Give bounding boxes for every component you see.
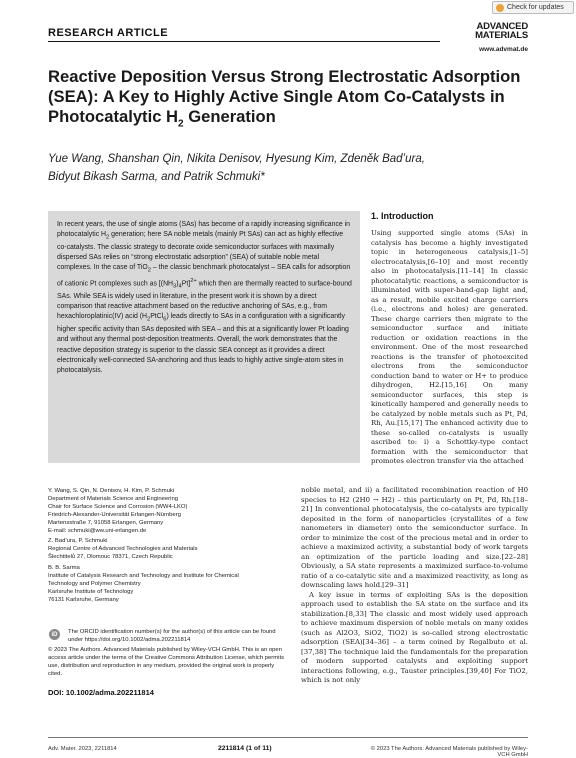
abstract-text: ) [176, 280, 179, 288]
abstract-sub: 2 [106, 234, 110, 241]
check-for-updates-button[interactable] [492, 1, 574, 14]
abstract-text: generation; here SA noble metals (mainly Pt SAs) can act as highly effective co-catalysts. The classic strategy to decorate oxide semiconductor surfaces with maximally dispersed SAs relies on “strong electrostatic adsorption” (SEA) of suitable noble metal complexes. In the case of TiO [57, 231, 344, 272]
affiliations [48, 488, 288, 608]
abstract-text: In recent years, the use of single atoms (SAs) has become of a rapidly increasing significance in photocatalytic H [57, 221, 351, 239]
header-divider [48, 41, 440, 42]
title-text-1: Reactive Deposition Versus Strong Electrostatic Adsorption (SEA): A Key to Highly Active Single Atom Co-Catalysts in Photocatalytic H [48, 67, 521, 126]
abstract-text: PtCl [150, 313, 164, 321]
section-label: RESEARCH ARTICLE [48, 27, 169, 39]
abstract-text: which then are thermally reacted to surface-bound SAs. While SEA is widely used in literature, in the present work it is shown by a direct comparison that reactive attachment based on the reductive anchoring of SAs, e.g., from hexachloroplatinic(IV) acid (H [57, 280, 352, 321]
affiliation-line: Chair for Surface Science and Corrosion (WW4-LKO) [48, 503, 188, 510]
orcid-icon: iD [49, 629, 60, 640]
article-title [48, 67, 538, 134]
affiliation-line: Martensstraße 7, 91058 Erlangen, Germany [48, 519, 164, 526]
abstract-sub: 3 [173, 283, 177, 290]
title-text-2: Generation [183, 107, 276, 126]
title-subscript: 2 [178, 118, 184, 130]
abstract-sub: 2 [147, 316, 151, 323]
introduction-heading: 1. Introduction [371, 211, 434, 221]
affiliation-line: B. B. Sarma [48, 565, 80, 572]
journal-logo [456, 22, 528, 40]
check-for-updates-label: Check for updates [507, 4, 564, 11]
affiliation-email[interactable]: E-mail: schmuki@ww.uni-erlangen.de [48, 527, 147, 534]
affiliation-line: Šlechtitelů 27, Olomouc 78371, Czech Republic [48, 554, 173, 561]
affiliation-line: Y. Wang, S. Qin, N. Denisov, H. Kim, P. Schmuki [48, 488, 175, 494]
journal-logo-line1: ADVANCED [476, 21, 528, 32]
affiliation-line: Technology and Polymer Chemistry [48, 580, 141, 587]
affiliation-line: Regional Centre of Advanced Technologies and Materials [48, 546, 198, 553]
doi-link[interactable]: DOI: 10.1002/adma.202211814 [48, 688, 154, 697]
copyright-note: © 2023 The Authors. Advanced Materials published by Wiley-VCH GmbH. This is an open access article under the terms of the Creative Commons Attribution License, which permits use, distribution and reproduction in any medium, provided the original work is properly cited. [48, 647, 285, 677]
affiliation-line: Karlsruhe Institute of Technology [48, 588, 134, 595]
footer-copyright: © 2023 The Authors. Advanced Materials published by Wiley-VCH GmbH [370, 746, 528, 758]
affiliation-line: Z. Bad’ura, P. Schmuki [48, 538, 108, 545]
abstract-text: ) leads directly to SAs in a configuration with a significantly higher specific activity than SAs deposited with SEA – and this at a significantly lower Pt loading and without any thermal post-deposition treatments. Overall, the work demonstrates that the reactive deposition strategy is superior to the classic SEA concept as it provides a direct electronically well-connected SA-anchoring and thus leads to highly active single-atom sites in photocatalysis. [57, 313, 349, 375]
intro-paragraph: noble metal, and ii) a facilitated recombination reaction of H0 species to H2 (2H0 → H2) – this particularly on Pt, Pd, Rh.[18–21] In conventional photocatalysis, the co-catalysts are typically deposited in the form of nanoparticles (crystallites of a few nanometers in diameter) onto the semiconductor surface. In order to minimize the cost of the precious metal and in order to achieve a maximized activity, a substantial body of work targets an optimization of the particle loading and size.[22–28] Obviously, a SA state represents a maximized surface-to-volume ratio of a co-catalytic site and a maximized reactivity, as long as downscaling laws hold.[29–31] [301, 486, 528, 589]
introduction-column-text: Using supported single atoms (SAs) in catalysis has become a highly investigated topic in heterogeneous catalysis,[1–5] electrocatalysis,[6–10] and most recently also in photocatalysis.[11–14] In classic photocatalytic reactions, a semiconductor is illuminated with super-band-gap light and, as a result, mobile excited charge carriers (i.e., electrons and holes) are generated. These charge carriers then migrate to the semiconductor surface and initiate reduction or oxidation reactions in the environment. One of the most researched reactions is the transfer of photoexcited electrons from the semiconductor conduction band to water or H+ to produce dihydrogen, H2.[15,16] On many semiconductor surfaces, this step is kinetically hampered and generally needs to be catalyzed by noble metals such as Pt, Pd, Rh, Au.[15,17] The enhanced activity due to these so-called co-catalysts is usually ascribed to: i) a Schottky-type contact formation with the semiconductor that promotes electron transfer via the attached [371, 229, 528, 465]
affiliation-block [48, 565, 288, 605]
orcid-note[interactable]: The ORCID identification number(s) for the author(s) of this article can be found under https://doi.org/10.1002/adma.202211814 [68, 629, 276, 643]
affiliation-line: Friedrich-Alexander-Universität Erlangen-Nürnberg [48, 511, 181, 518]
footer-divider [48, 737, 528, 738]
affiliation-line: Institute of Catalysis Research and Technology and Institute for Chemical [48, 573, 239, 580]
authors-line-2: Bidyut Bikash Sarma, and Patrik Schmuki* [48, 171, 265, 183]
abstract-sub: 2 [147, 267, 151, 274]
journal-logo-line2: MATERIALS [475, 30, 528, 41]
abstract-sub: 6 [163, 316, 167, 323]
abstract-box [48, 211, 360, 463]
affiliation-line: Department of Materials Science and Engineering [48, 495, 178, 502]
abstract-sub: 4 [178, 283, 182, 290]
affiliation-block [48, 538, 288, 562]
footer-citation: Adv. Mater. 2023, 2211814 [48, 746, 117, 752]
footer-page-number: 2211814 (1 of 11) [218, 745, 272, 752]
abstract-sup: 2+ [190, 278, 197, 284]
abstract-text: – the classic benchmark photocatalyst – SEA calls for adsorption of cationic Pt complexes such as [(NH [57, 264, 351, 288]
intro-paragraph: A key issue in terms of exploiting SAs is the deposition approach used to establish the SA state on the surface and its stabilization.[8,33] The classic and most widely used approach to achieve maximum dispersion of noble metals on many oxides (such as Al2O3, SiO2, TiO2) is so-called strong electrostatic adsorption (SEA)[34–36] – a term coined by Regalbuto et al.[37,38] The technique laid the fundamentals for the preparation of modern supported catalysts and exploiting support interactions following, e.g., Tauster principles.[39,40] For TiO2, which is not only [301, 590, 528, 684]
abstract-text: Pt] [181, 280, 191, 288]
introduction-continued [301, 486, 528, 686]
affiliation-block [48, 488, 288, 535]
journal-url: www.advmat.de [479, 46, 528, 53]
author-list [48, 150, 528, 186]
update-icon [496, 4, 504, 12]
authors-line-1: Yue Wang, Shanshan Qin, Nikita Denisov, Hyesung Kim, Zdeněk Bad’ura, [48, 153, 425, 165]
affiliation-line: 76131 Karlsruhe, Germany [48, 596, 119, 603]
